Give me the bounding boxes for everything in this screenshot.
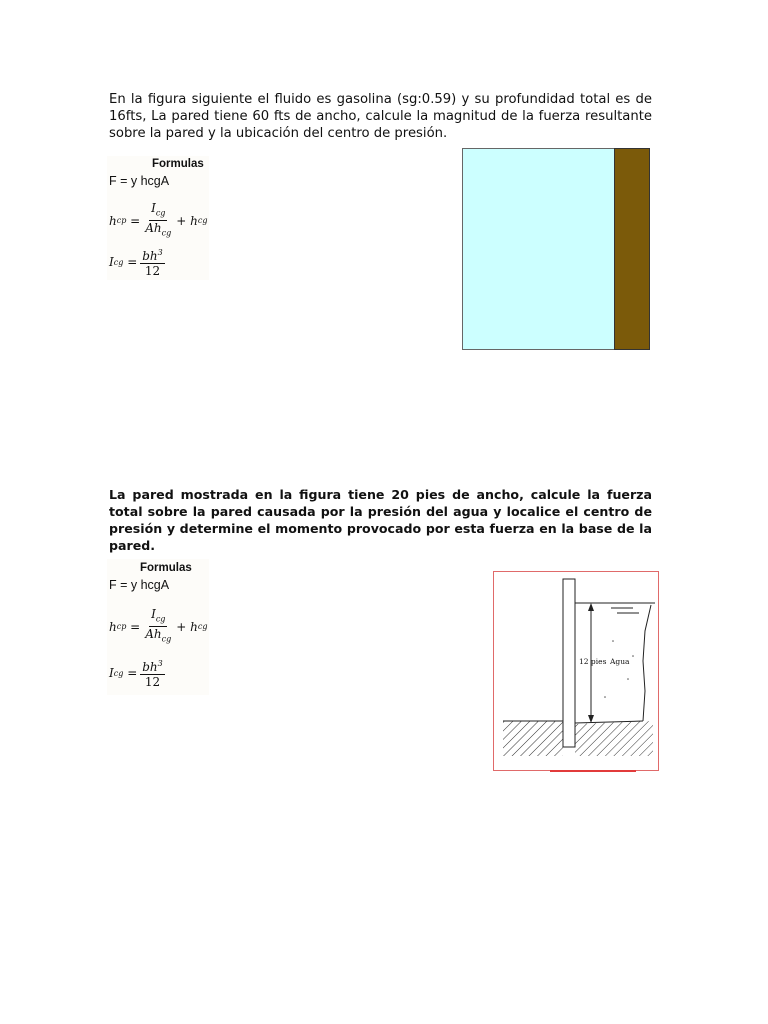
ground-hatch-right <box>575 721 653 756</box>
water-dot <box>627 678 629 680</box>
formulas-title: Formulas <box>140 562 192 574</box>
problem-1-statement: En la figura siguiente el fluido es gasolina (sg:0.59) y su profundidad total es de 16fts, La pared tiene 60 fts de ancho, calcule la magnitud de la fuerza resultante sobre la pared y la ubicación del centro de presión. <box>109 92 652 141</box>
water-dot <box>632 655 634 657</box>
formula-panel-2 <box>107 559 209 695</box>
water-wall-figure <box>493 571 659 771</box>
depth-label: 12 pies <box>579 657 607 666</box>
formula-panel-1 <box>107 156 209 280</box>
red-underline-mark <box>550 770 636 772</box>
fluid-label: Agua <box>610 657 630 666</box>
force-formula: F = y hcgA <box>109 174 170 188</box>
gasoline-wall-figure <box>462 148 650 350</box>
moment-of-inertia-formula: I cg = $\frac{bh^3}{12}$ <box>109 248 163 278</box>
ground-hatch <box>503 721 563 756</box>
gasoline-fluid-region <box>463 149 615 350</box>
water-dot <box>612 640 614 642</box>
water-dot <box>604 696 606 698</box>
center-of-pressure-formula: h cp = $\frac{I_{cg}}{Ah_{cg}}$ + h cg <box>109 607 208 644</box>
wall <box>563 579 575 747</box>
force-formula: F = y hcgA <box>109 578 170 592</box>
wall-region <box>615 149 650 350</box>
formulas-title: Formulas <box>152 158 204 170</box>
problem-2-statement: La pared mostrada en la figura tiene 20 pies de ancho, calcule la fuerza total sobre la pared causada por la presión del agua y localice el centro de presión y determine el momento provocado por esta fuerza en la base de la pared. <box>109 487 652 553</box>
center-of-pressure-formula: h cp = $\frac{I_{cg}}{Ah_{cg}}$ + h cg <box>109 201 208 238</box>
moment-of-inertia-formula: I cg = $\frac{bh^3}{12}$ <box>109 659 163 689</box>
